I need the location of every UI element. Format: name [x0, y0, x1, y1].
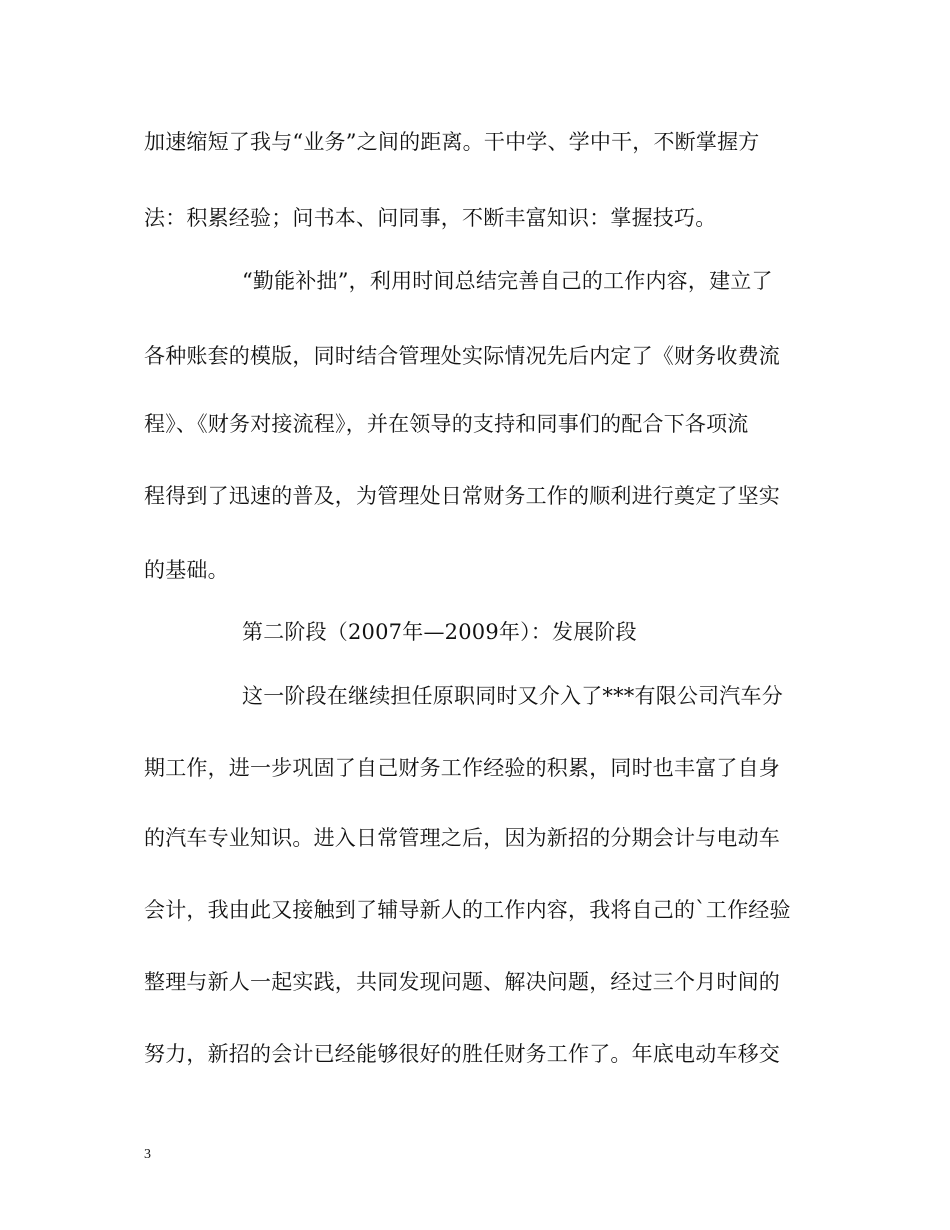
- text-line: 程》、《财务对接流程》，并在领导的支持和同事们的配合下各项流: [144, 412, 749, 436]
- text-line: 各种账套的模版，同时结合管理处实际情况先后内定了《财务收费流: [144, 344, 780, 368]
- text-line: 法：积累经验；问书本、问同事，不断丰富知识：掌握技巧。: [144, 206, 717, 230]
- section-heading: 第二阶段（2007年—2009年）：发展阶段: [242, 620, 637, 644]
- text-line: 整理与新人一起实践，共同发现问题、解决问题，经过三个月时间的: [144, 970, 780, 994]
- text-line: 的汽车专业知识。进入日常管理之后，因为新招的分期会计与电动车: [144, 826, 780, 850]
- text-line: “勤能补拙”，利用时间总结完善自己的工作内容，建立了: [242, 269, 773, 293]
- text-line: 会计，我由此又接触到了辅导新人的工作内容，我将自己的`工作经验: [144, 898, 791, 922]
- text-line: 程得到了迅速的普及，为管理处日常财务工作的顺利进行奠定了坚实: [144, 484, 780, 508]
- text-line: 加速缩短了我与“业务”之间的距离。干中学、学中干，不断掌握方: [144, 130, 760, 154]
- text-line: 这一阶段在继续担任原职同时又介入了***有限公司汽车分: [242, 684, 783, 708]
- page-number: 3: [144, 1147, 151, 1162]
- text-line: 期工作，进一步巩固了自己财务工作经验的积累，同时也丰富了自身: [144, 756, 780, 780]
- text-line: 努力，新招的会计已经能够很好的胜任财务工作了。年底电动车移交: [144, 1042, 780, 1066]
- text-line: 的基础。: [144, 558, 229, 582]
